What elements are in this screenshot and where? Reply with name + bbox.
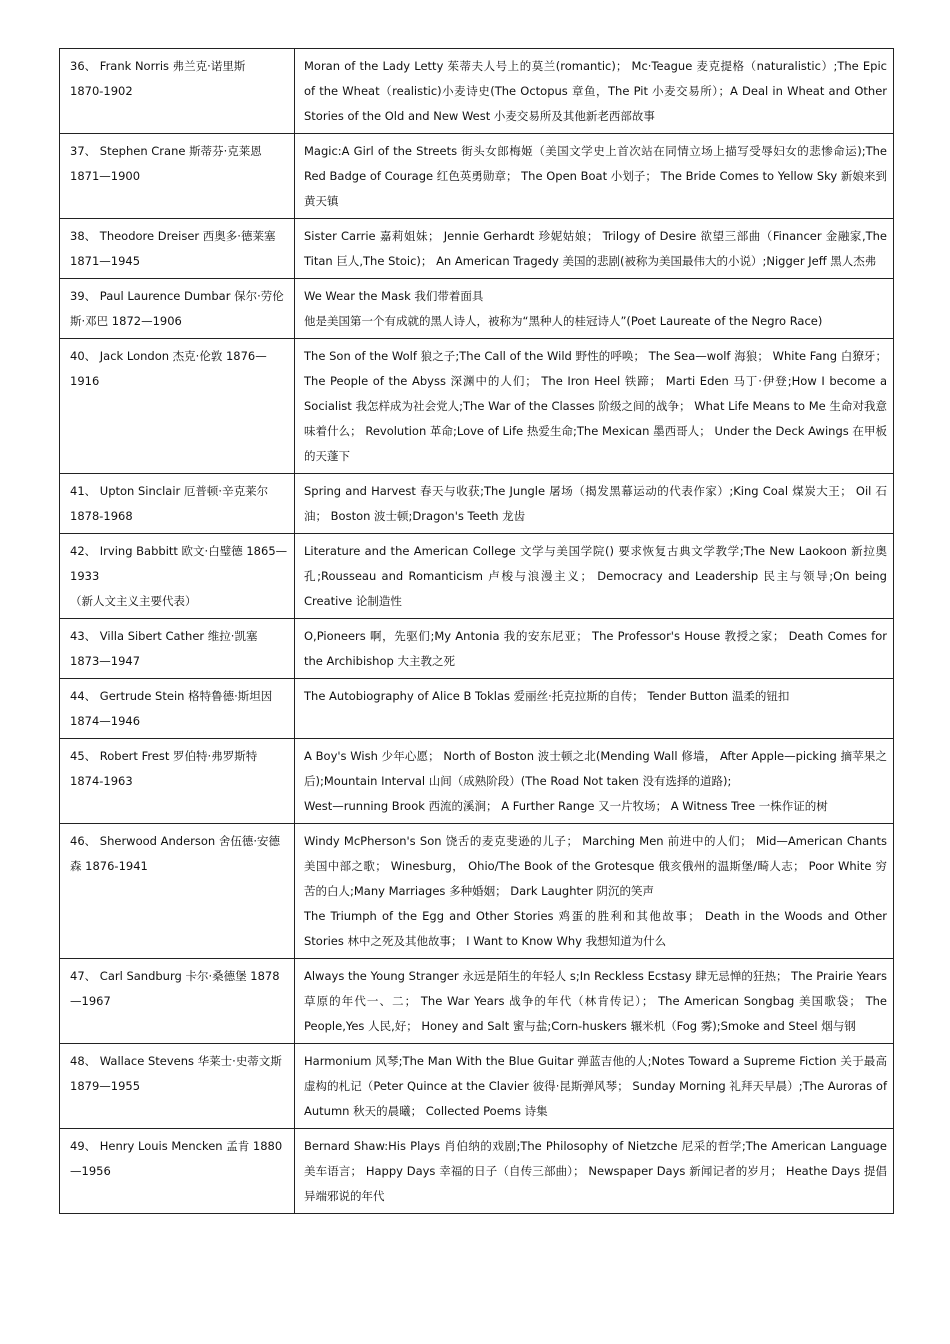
works-paragraph: Harmonium 风琴;The Man With the Blue Guitar 弹蓝吉他的人;Notes Toward a Supreme Fiction 关于最高虚构的札记（Peter Quince at the Clavier 彼得·昆斯弹风琴； Sunday Morning 礼拜天早晨）;The Auroras of Autumn 秋天的晨曦； Collected Poems 诗集	[304, 1054, 887, 1118]
table-row	[60, 534, 894, 619]
author-cell	[60, 339, 295, 474]
works-cell	[295, 619, 894, 679]
works-cell	[295, 959, 894, 1044]
works-paragraph: Sister Carrie 嘉莉姐妹； Jennie Gerhardt 珍妮姑娘； Trilogy of Desire 欲望三部曲（Financer 金融家,The Titan 巨人,The Stoic)； An American Tragedy 美国的悲剧(被称为美国最伟大的小说）;Nigger Jeff 黑人杰弗	[304, 229, 887, 268]
author-line: 1878-1968	[70, 509, 133, 523]
works-cell	[295, 134, 894, 219]
works-paragraph: Magic:A Girl of the Streets 街头女郎梅姬（美国文学史上首次站在同情立场上描写受辱妇女的悲惨命运);The Red Badge of Courage 红色英勇勋章； The Open Boat 小划子； The Bride Comes to Yellow Sky 新娘来到黄天镇	[304, 144, 887, 208]
author-line: 41、 Upton Sinclair 厄普顿·辛克莱尔	[70, 484, 269, 498]
author-cell	[60, 619, 295, 679]
works-cell	[295, 739, 894, 824]
works-cell	[295, 339, 894, 474]
author-line: 1871—1945	[70, 254, 141, 268]
works-paragraph: Always the Young Stranger 永远是陌生的年轻人 s;In Reckless Ecstasy 肆无忌惮的狂热； The Prairie Years 草原的年代一、二； The War Years 战争的年代（林肯传记）； The American Songbag 美国歌袋； The People,Yes 人民,好； Honey and Salt 蜜与盐;Corn-huskers 辗米机（Fog 雾);Smoke and Steel 烟与钢	[304, 969, 887, 1033]
table-row	[60, 49, 894, 134]
works-cell	[295, 679, 894, 739]
author-cell	[60, 824, 295, 959]
author-line: 1870-1902	[70, 84, 133, 98]
table-row	[60, 219, 894, 279]
table-row	[60, 619, 894, 679]
table-row	[60, 824, 894, 959]
author-line: 45、 Robert Frest 罗伯特·弗罗斯特	[70, 749, 258, 763]
works-cell	[295, 49, 894, 134]
works-paragraph: Windy McPherson's Son 饶舌的麦克斐逊的儿子； Marching Men 前进中的人们； Mid—American Chants 美国中部之歌； Winesburg， Ohio/The Book of the Grotesque 俄亥俄州的温斯堡/畸人志； Poor White 穷苦的白人;Many Marriages 多种婚姻； Dark Laughter 阴沉的笑声	[304, 834, 887, 898]
author-line: 1879—1955	[70, 1079, 141, 1093]
author-line: 37、 Stephen Crane 斯蒂芬·克莱恩	[70, 144, 262, 158]
works-cell	[295, 1044, 894, 1129]
table-row	[60, 1129, 894, 1214]
table-row	[60, 1044, 894, 1129]
author-cell	[60, 1129, 295, 1214]
works-paragraph: Spring and Harvest 春天与收获;The Jungle 屠场（揭发黑幕运动的代表作家）;King Coal 煤炭大王； Oil 石油； Boston 波士顿;Dragon's Teeth 龙齿	[304, 484, 887, 523]
author-cell	[60, 534, 295, 619]
table-row	[60, 474, 894, 534]
author-line: （新人文主义主要代表）	[70, 594, 197, 608]
works-paragraph: West—running Brook 西流的溪涧； A Further Range 又一片牧场； A Witness Tree 一株作证的树	[304, 799, 828, 813]
table-row	[60, 134, 894, 219]
author-line: 44、 Gertrude Stein 格特鲁德·斯坦因	[70, 689, 273, 703]
author-line: 36、 Frank Norris 弗兰克·诺里斯	[70, 59, 246, 73]
works-cell	[295, 824, 894, 959]
works-paragraph: Bernard Shaw:His Plays 肖伯纳的戏剧;The Philosophy of Nietzche 尼采的哲学;The American Language 美车语言； Happy Days 幸福的日子（自传三部曲）； Newspaper Days 新闻记者的岁月； Heathe Days 提倡异端邪说的年代	[304, 1139, 887, 1203]
works-paragraph: A Boy's Wish 少年心愿； North of Boston 波士顿之北(Mending Wall 修墙， After Apple—picking 摘苹果之后);Mountain Interval 山间（成熟阶段）(The Road Not taken 没有选择的道路);	[304, 749, 887, 788]
works-paragraph: The Triumph of the Egg and Other Stories 鸡蛋的胜利和其他故事； Death in the Woods and Other Stories 林中之死及其他故事； I Want to Know Why 我想知道为什么	[304, 909, 887, 948]
author-line: 38、 Theodore Dreiser 西奥多·德莱塞	[70, 229, 276, 243]
author-line: 43、 Villa Sibert Cather 维拉·凯塞 1873—1947	[70, 629, 258, 668]
table-row	[60, 739, 894, 824]
works-cell	[295, 219, 894, 279]
works-paragraph: Literature and the American College 文学与美国学院() 要求恢复古典文学教学;The New Laokoon 新拉奥孔;Rousseau and Romanticism 卢梭与浪漫主义； Democracy and Leadership 民主与领导;On being Creative 论制造性	[304, 544, 887, 608]
author-cell	[60, 959, 295, 1044]
author-line: 42、 Irving Babbitt 欧文·白璧德 1865—1933	[70, 544, 288, 583]
author-line: 1874-1963	[70, 774, 133, 788]
table-row	[60, 339, 894, 474]
works-paragraph: We Wear the Mask 我们带着面具	[304, 289, 484, 303]
author-cell	[60, 739, 295, 824]
author-line: 48、 Wallace Stevens 华莱士·史蒂文斯	[70, 1054, 282, 1068]
works-paragraph: 他是美国第一个有成就的黑人诗人，被称为“黑种人的桂冠诗人”(Poet Laureate of the Negro Race)	[304, 314, 823, 328]
author-line: 1874—1946	[70, 714, 141, 728]
author-line: 47、 Carl Sandburg 卡尔·桑德堡 1878—1967	[70, 969, 280, 1008]
author-cell	[60, 219, 295, 279]
works-cell	[295, 1129, 894, 1214]
works-paragraph: O,Pioneers 啊，先驱们;My Antonia 我的安东尼亚； The Professor's House 教授之家； Death Comes for the Archibishop 大主教之死	[304, 629, 887, 668]
works-cell	[295, 279, 894, 339]
works-cell	[295, 474, 894, 534]
table-row	[60, 279, 894, 339]
authors-works-table	[59, 48, 894, 1214]
works-paragraph: Moran of the Lady Letty 茱蒂夫人号上的莫兰(romantic)； Mc·Teague 麦克提格（naturalistic）;The Epic of the Wheat（realistic)小麦诗史(The Octopus 章鱼，The Pit 小麦交易所）；A Deal in Wheat and Other Stories of the Old and New West 小麦交易所及其他新老西部故事	[304, 59, 887, 123]
author-line: 46、 Sherwood Anderson 舍伍德·安德森 1876-1941	[70, 834, 280, 873]
author-line: 40、 Jack London 杰克·伦敦 1876—1916	[70, 349, 267, 388]
author-cell	[60, 474, 295, 534]
works-paragraph: The Son of the Wolf 狼之子;The Call of the Wild 野性的呼唤； The Sea—wolf 海狼； White Fang 白獠牙； The People of the Abyss 深渊中的人们； The Iron Heel 铁蹄； Marti Eden 马丁·伊登;How I become a Socialist 我怎样成为社会党人;The War of the Classes 阶级之间的战争； What Life Means to Me 生命对我意味着什么； Revolution 革命;Love of Life 热爱生命;The Mexican 墨西哥人； Under the Deck Awings 在甲板的天蓬下	[304, 349, 887, 463]
author-line: 49、 Henry Louis Mencken 孟肯 1880—1956	[70, 1139, 283, 1178]
author-line: 39、 Paul Laurence Dumbar 保尔·劳伦斯·邓巴 1872—1906	[70, 289, 284, 328]
author-cell	[60, 679, 295, 739]
author-line: 1871—1900	[70, 169, 141, 183]
author-cell	[60, 134, 295, 219]
author-cell	[60, 279, 295, 339]
table-row	[60, 679, 894, 739]
author-cell	[60, 49, 295, 134]
works-paragraph: The Autobiography of Alice B Toklas 爱丽丝·托克拉斯的自传； Tender Button 温柔的钮扣	[304, 689, 790, 703]
table-row	[60, 959, 894, 1044]
works-cell	[295, 534, 894, 619]
author-cell	[60, 1044, 295, 1129]
table-body	[60, 49, 894, 1214]
